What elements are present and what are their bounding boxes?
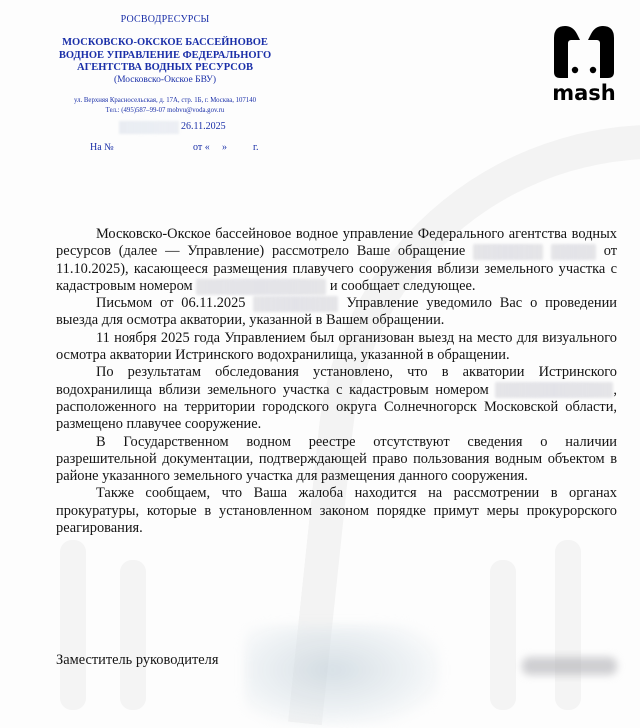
watermark-stroke — [120, 560, 146, 710]
paragraph-1-text-a: Московско-Окское бассейновое водное управление Федерального агентства водных ресурсов (далее — Управление) рассмотрело Ваше обращение — [56, 226, 617, 260]
mash-wordmark: mash — [552, 81, 616, 102]
redacted-outgoing-number — [119, 121, 179, 134]
redacted-appeal-number — [473, 244, 543, 260]
watermark-stroke — [60, 540, 86, 710]
paragraph-2 — [56, 295, 617, 330]
ref-from-label: от « — [193, 142, 210, 153]
redacted-letter-number — [253, 296, 338, 312]
paragraph-2-text-a: Письмом от 06.11.2025 — [96, 295, 246, 312]
redacted-cadastral-number — [196, 279, 326, 295]
redacted-signatory-name — [522, 657, 617, 675]
organization-line: МОСКОВСКО-ОКСКОЕ БАССЕЙНОВОЕ — [62, 37, 268, 48]
mash-logo-icon — [548, 20, 620, 102]
paragraph-1 — [56, 226, 617, 295]
redacted-signature-stamp — [245, 625, 440, 725]
watermark-stroke — [555, 540, 581, 710]
paragraph-3: 11 ноября 2025 года Управлением был организован выезд на место для визуального осмотра акватории Истринского водохранилища, указанной в обращении. — [56, 329, 617, 364]
paragraph-1-text-c: и сообщает следующее. — [329, 277, 476, 294]
ref-year-suffix: г. — [253, 142, 259, 153]
agency-name: РОСВОДРЕСУРСЫ — [120, 14, 210, 25]
ref-number-label: На № — [90, 142, 114, 153]
letter-body — [56, 226, 617, 537]
paragraph-4-text-a: По результатам обследования установлено, что в акватории Истринского водохранилища вблизи земельного участка с кадастровым номером — [56, 364, 617, 398]
ref-quote-close: » — [222, 142, 227, 153]
signatory-title: Заместитель руководителя — [56, 652, 219, 668]
paragraph-5: В Государственном водном реестре отсутствуют сведения о наличии разрешительной документации, подтверждающей право пользования водным объектом в районе указанного земельного участка для размещения данного сооружения. — [56, 433, 617, 485]
address-line: ул. Верхняя Красносельская, д. 17А, стр. 1Б, г. Москва, 107140 — [74, 97, 256, 104]
organization-line: АГЕНТСТВА ВОДНЫХ РЕСУРСОВ — [77, 62, 253, 73]
paragraph-4-text-b: , расположенного на территории городского округа Солнечногорск Московской области, размещено плавучее сооружение. — [56, 381, 617, 433]
paragraph-2-text-b: Управление уведомило Вас о проведении выезда для осмотра акватории, указанной в Вашем обращении. — [56, 295, 617, 329]
paragraph-1-text-b: от 11.10.2025), касающееся размещения плавучего сооружения вблизи земельного участка с кадастровым номером — [56, 243, 617, 294]
redacted-cadastral-number-2 — [495, 382, 613, 398]
organization-short-name: (Московско-Окское БВУ) — [113, 75, 217, 85]
organization-address-block — [40, 96, 290, 116]
paragraph-4 — [56, 364, 617, 433]
watermark-stroke — [490, 560, 516, 710]
organization-line: ВОДНОЕ УПРАВЛЕНИЕ ФЕДЕРАЛЬНОГО — [58, 49, 272, 61]
letter-date: 26.11.2025 — [181, 121, 226, 132]
contacts-line: Тел.: (495)587–99-07 mobvu@voda.gov.ru — [105, 107, 225, 114]
redacted-appeal-number-cont — [551, 244, 596, 260]
paragraph-6: Также сообщаем, что Ваша жалоба находится на рассмотрении в органах прокуратуры, которые в установленном законом порядке примут меры прокурорского реагирования. — [56, 485, 617, 537]
organization-name — [40, 37, 290, 75]
